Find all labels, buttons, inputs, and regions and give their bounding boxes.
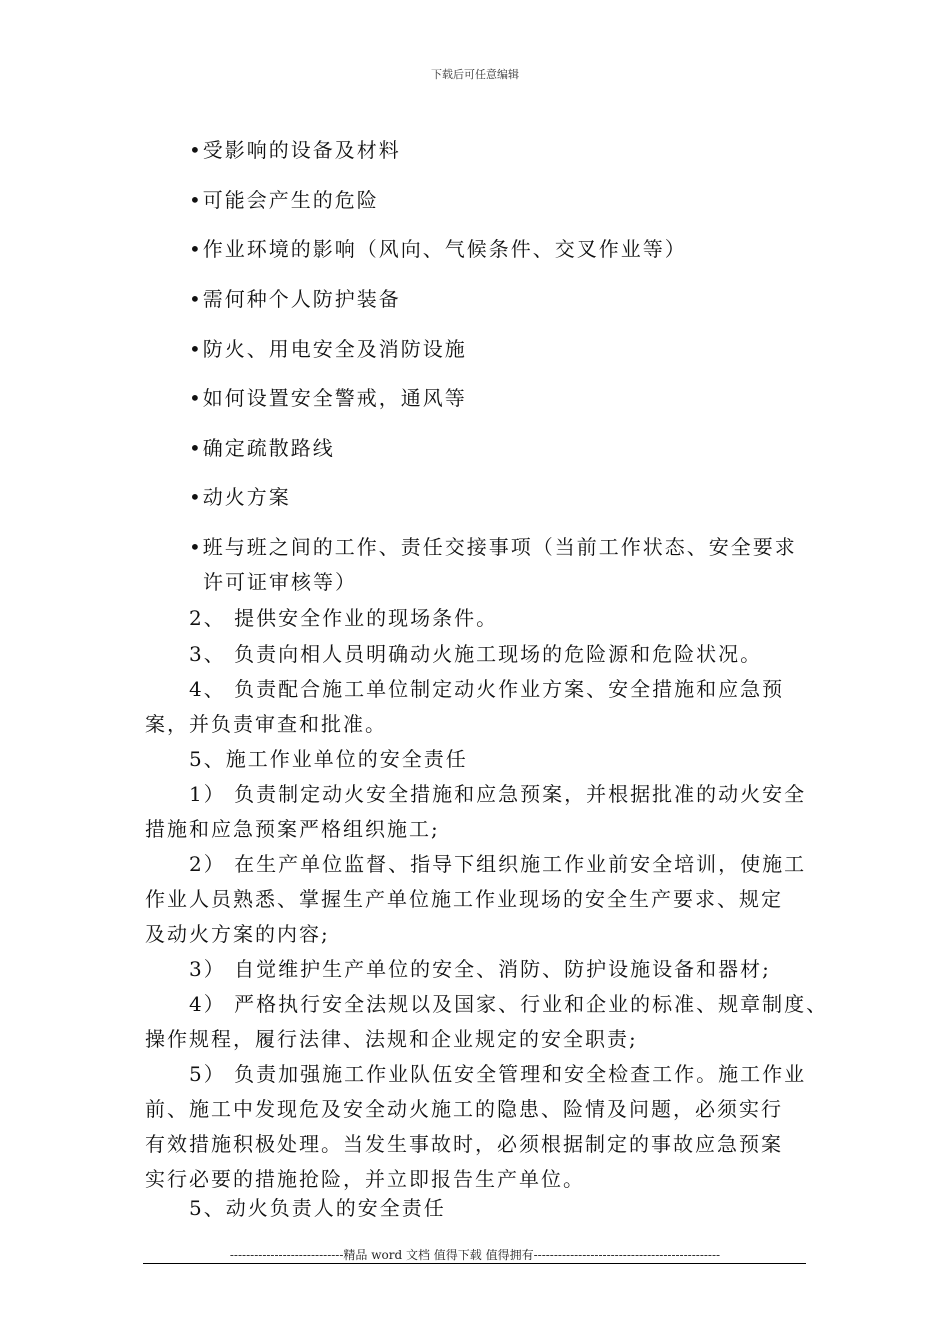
section-heading: 5、施工作业单位的安全责任 <box>189 747 468 771</box>
bullet-item: •受影响的设备及材料 <box>189 138 401 162</box>
bullet-item: •动火方案 <box>189 485 291 509</box>
bullet-item: •可能会产生的危险 <box>189 188 379 212</box>
bullet-item: •作业环境的影响（风向、气候条件、交叉作业等） <box>189 237 687 261</box>
paragraph-line: 3） 自觉维护生产单位的安全、消防、防护设施设备和器材; <box>189 957 771 981</box>
paragraph-line: 1） 负责制定动火安全措施和应急预案，并根据批准的动火安全 <box>189 782 807 806</box>
page-header: 下载后可任意编辑 <box>431 68 519 81</box>
footer-divider <box>143 1263 806 1264</box>
bullet-item: •确定疏散路线 <box>189 436 335 460</box>
paragraph-line: 前、施工中发现危及安全动火施工的隐患、险情及问题，必须实行 <box>145 1097 783 1121</box>
paragraph-line: 2、 提供安全作业的现场条件。 <box>189 606 499 630</box>
paragraph-line: 作业人员熟悉、掌握生产单位施工作业现场的安全生产要求、规定 <box>145 887 783 911</box>
paragraph-line: 有效措施积极处理。当发生事故时，必须根据制定的事故应急预案 <box>145 1132 783 1156</box>
page-footer: ----------------------------精品 word 文档 值得下载 值得拥有---------------------------------------------- <box>229 1248 721 1262</box>
paragraph-line: 4） 严格执行安全法规以及国家、行业和企业的标准、规章制度、 <box>189 992 829 1016</box>
bullet-item-continuation: 许可证审核等） <box>203 570 357 594</box>
bullet-item: •防火、用电安全及消防设施 <box>189 337 467 361</box>
paragraph-line: 案，并负责审查和批准。 <box>145 712 387 736</box>
bullet-item: •班与班之间的工作、责任交接事项（当前工作状态、安全要求 <box>189 535 797 559</box>
paragraph-line: 操作规程，履行法律、法规和企业规定的安全职责; <box>145 1027 638 1051</box>
paragraph-line: 措施和应急预案严格组织施工; <box>145 817 440 841</box>
bullet-item: •需何种个人防护装备 <box>189 287 401 311</box>
paragraph-line: 4、 负责配合施工单位制定动火作业方案、安全措施和应急预 <box>189 677 785 701</box>
paragraph-line: 实行必要的措施抢险，并立即报告生产单位。 <box>145 1167 585 1191</box>
paragraph-line: 5） 负责加强施工作业队伍安全管理和安全检查工作。施工作业 <box>189 1062 807 1086</box>
section-heading: 5、动火负责人的安全责任 <box>189 1196 446 1220</box>
paragraph-line: 2） 在生产单位监督、指导下组织施工作业前安全培训，使施工 <box>189 852 807 876</box>
paragraph-line: 3、 负责向相人员明确动火施工现场的危险源和危险状况。 <box>189 642 763 666</box>
bullet-item: •如何设置安全警戒，通风等 <box>189 386 467 410</box>
paragraph-line: 及动火方案的内容; <box>145 922 330 946</box>
